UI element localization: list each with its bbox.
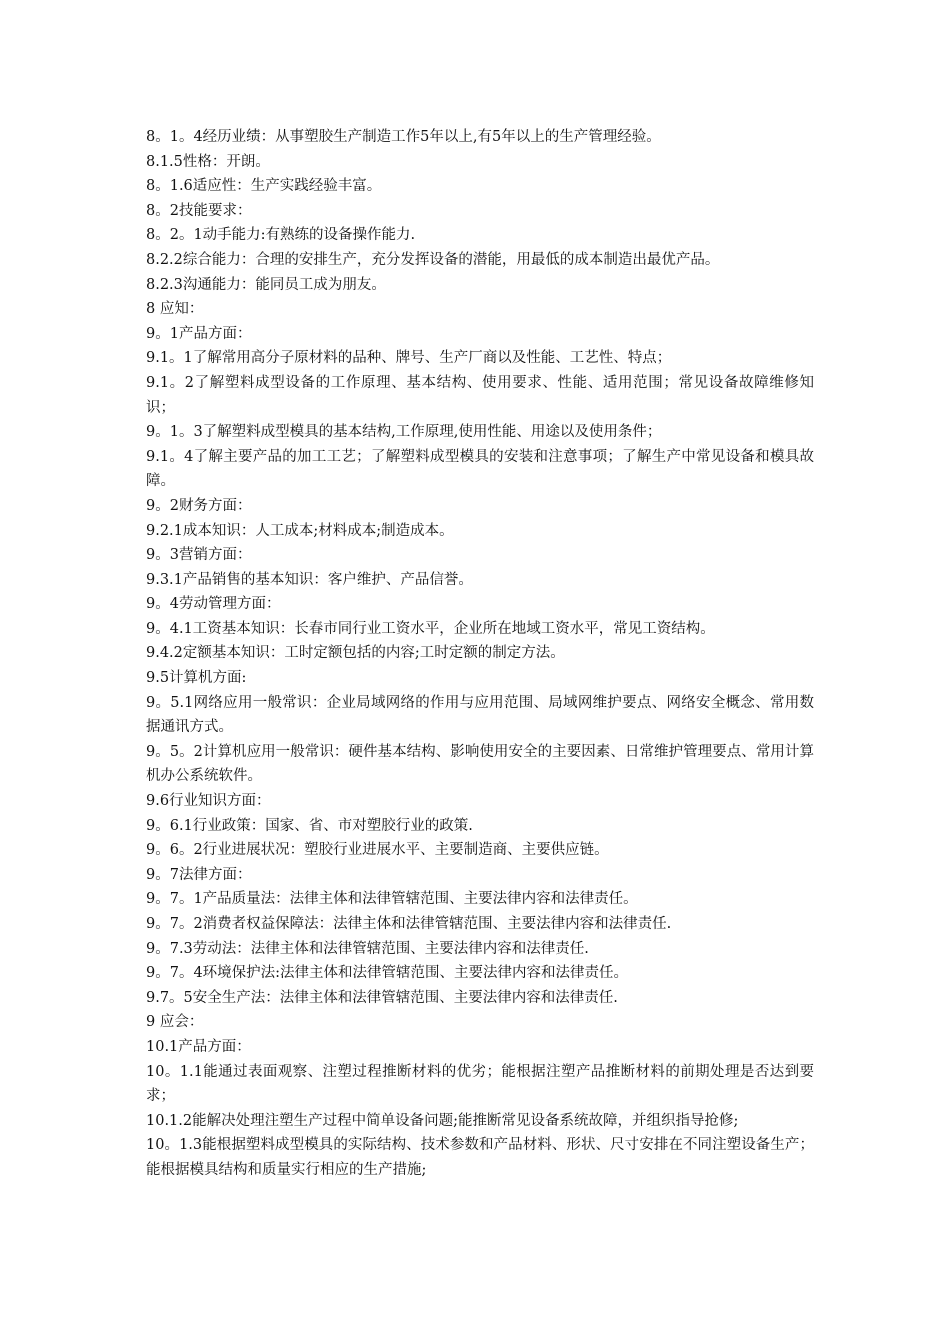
paragraph-9-7-2: 9。7。2消费者权益保障法：法律主体和法律管辖范围、主要法律内容和法律责任. xyxy=(146,916,672,932)
paragraph-9-7-5: 9.7。5安全生产法：法律主体和法律管辖范围、主要法律内容和法律责任. xyxy=(146,989,618,1006)
section-heading-9-1: 9。1产品方面： xyxy=(146,325,252,342)
paragraph-8-1-6: 8。1.6适应性：生产实践经验丰富。 xyxy=(146,178,382,195)
paragraph-8-2-3: 8.2.3沟通能力：能同员工成为朋友。 xyxy=(146,276,386,293)
paragraph-9-4-2: 9.4.2定额基本知识：工时定额包括的内容;工时定额的制定方法。 xyxy=(146,645,565,662)
paragraph-9-7-1: 9。7。1产品质量法：法律主体和法律管辖范围、主要法律内容和法律责任。 xyxy=(146,891,638,908)
paragraph-8-2-1: 8。2。1动手能力:有熟练的设备操作能力. xyxy=(146,227,416,244)
section-heading-skills: 9 应会： xyxy=(146,1014,204,1031)
paragraph-9-7-4: 9。7。4环境保护法:法律主体和法律管辖范围、主要法律内容和法律责任。 xyxy=(146,965,629,982)
section-heading-9-3: 9。3营销方面： xyxy=(146,547,252,564)
paragraph-9-3-1: 9.3.1产品销售的基本知识：客户维护、产品信誉。 xyxy=(146,571,473,588)
section-heading-9-5: 9.5计算机方面: xyxy=(146,670,247,687)
section-heading-knowledge: 8 应知： xyxy=(146,301,204,318)
paragraph-9-2-1: 9.2.1成本知识：人工成本;材料成本;制造成本。 xyxy=(146,522,454,539)
paragraph-8-1-5: 8.1.5性格：开朗。 xyxy=(146,153,270,170)
section-heading-8-2: 8。2技能要求： xyxy=(146,202,252,219)
paragraph-9-7-3: 9。7.3劳动法：法律主体和法律管辖范围、主要法律内容和法律责任. xyxy=(146,940,589,957)
paragraph-9-1-4: 9.1。4了解主要产品的加工工艺；了解塑料成型模具的安装和注意事项；了解生产中常见设备和模具故障。 xyxy=(146,448,814,490)
paragraph-9-5-1: 9。5.1网络应用一般常识：企业局域网络的作用与应用范围、局域网维护要点、网络安全概念、常用数据通讯方式。 xyxy=(146,694,814,736)
paragraph-9-1-2: 9.1。2了解塑料成型设备的工作原理、基本结构、使用要求、性能、适用范围；常见设备故障维修知识； xyxy=(146,374,815,416)
paragraph-9-6-1: 9。6.1行业政策：国家、省、市对塑胶行业的政策. xyxy=(146,817,473,834)
section-heading-9-2: 9。2财务方面： xyxy=(146,497,252,514)
paragraph-9-6-2: 9。6。2行业进展状况：塑胶行业进展水平、主要制造商、主要供应链。 xyxy=(146,842,609,859)
paragraph-9-1-3: 9。1。3了解塑料成型模具的基本结构,工作原理,使用性能、用途以及使用条件； xyxy=(146,424,662,441)
section-heading-9-4: 9。4劳动管理方面： xyxy=(146,596,281,613)
paragraph-9-5-2: 9。5。2计算机应用一般常识：硬件基本结构、影响使用安全的主要因素、日常维护管理要点、常用计算机办公系统软件。 xyxy=(146,743,814,785)
section-heading-9-6: 9.6行业知识方面： xyxy=(146,793,271,810)
document-body xyxy=(146,125,814,1183)
section-heading-10-1: 10.1产品方面： xyxy=(146,1038,251,1055)
paragraph-10-1-3: 10。1.3能根据塑料成型模具的实际结构、技术参数和产品材料、形状、尺寸安排在不同注塑设备生产；能根据模具结构和质量实行相应的生产措施; xyxy=(146,1137,814,1178)
paragraph-9-1-1: 9.1。1了解常用高分子原材料的品种、牌号、生产厂商以及性能、工艺性、特点； xyxy=(146,350,672,367)
paragraph-8-1-4: 8。1。4经历业绩：从事塑胶生产制造工作5年以上,有5年以上的生产管理经验。 xyxy=(146,129,661,145)
paragraph-10-1-2: 10.1.2能解决处理注塑生产过程中简单设备问题;能推断常见设备系统故障，并组织指导抢修; xyxy=(146,1112,739,1129)
section-heading-9-7: 9。7法律方面： xyxy=(146,866,252,883)
paragraph-8-2-2: 8.2.2综合能力：合理的安排生产，充分发挥设备的潜能，用最低的成本制造出最优产品。 xyxy=(146,251,720,268)
paragraph-9-4-1: 9。4.1工资基本知识：长春市同行业工资水平，企业所在地域工资水平，常见工资结构。 xyxy=(146,620,715,637)
paragraph-10-1-1: 10。1.1能通过表面观察、注塑过程推断材料的优劣；能根据注塑产品推断材料的前期处理是否达到要求； xyxy=(146,1063,814,1105)
